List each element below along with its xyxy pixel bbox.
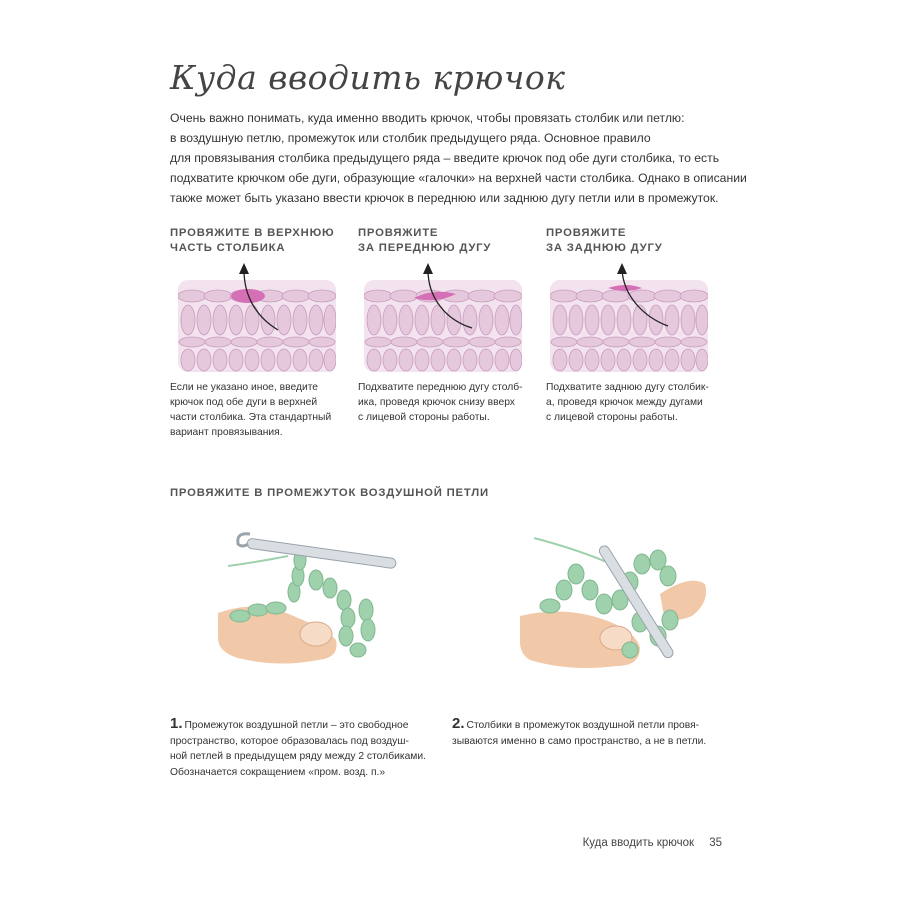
diagram-caption-top: Если не указано иное, введите крючок под обе дуги в верхней части столбика. Эта стандартный вариант провязывания.: [170, 382, 332, 438]
step-1: 1. Промежуток воздушной петли – это свободное пространство, которое образовалась под воздуш- ной петлей в предыдущем ряду между 2 столбиками. Обозначается сокращением «пром. возд. п.»: [170, 715, 426, 778]
step-number: 1.: [170, 715, 183, 732]
page-footer: [583, 837, 722, 849]
diagram-caption-front-loop: Подхватите переднюю дугу столб- ика, проведя крючок снизу вверх с лицевой стороны работы.: [358, 382, 523, 423]
diagram-caption-back-loop: Подхватите заднюю дугу столбик- а, проведя крючок между дугами с лицевой стороны работы.: [546, 382, 709, 423]
page-title: Куда вводить крючок: [170, 58, 566, 97]
stitch-diagram-back-loop: [550, 258, 708, 376]
photo-chain-space-step1: [218, 518, 428, 678]
stitch-rows: [364, 280, 522, 372]
section-label-chain-space: ПРОВЯЖИТЕ В ПРОМЕЖУТОК ВОЗДУШНОЙ ПЕТЛИ: [170, 487, 489, 499]
intro-line: также может быть указано ввести крючок в переднюю или заднюю дугу петли или в промежуток.: [170, 191, 719, 205]
intro-line: Очень важно понимать, куда именно вводить крючок, чтобы провязать столбик или петлю:: [170, 111, 685, 125]
stitch-diagram-front-loop: [364, 258, 522, 376]
footer-title: Куда вводить крючок: [582, 837, 694, 849]
stitch-rows: [178, 280, 336, 372]
stitch-diagram-top: [178, 258, 336, 376]
intro-line: в воздушную петлю, промежуток или столбик предыдущего ряда. Основное правило: [170, 131, 651, 145]
photo-chain-space-step2: [520, 524, 720, 684]
diagram-label-back-loop: ПРОВЯЖИТЕ ЗА ЗАДНЮЮ ДУГУ: [546, 227, 663, 254]
step-number: 2.: [452, 715, 465, 732]
step-2: 2. Столбики в промежуток воздушной петли провя- зываются именно в само пространство, а не в петли.: [452, 715, 707, 747]
diagram-label-top-of-stitch: ПРОВЯЖИТЕ В ВЕРХНЮЮ ЧАСТЬ СТОЛБИКА: [170, 227, 335, 254]
diagram-label-front-loop: ПРОВЯЖИТЕ ЗА ПЕРЕДНЮЮ ДУГУ: [358, 227, 492, 254]
thumb-icon: [520, 581, 706, 668]
crochet-hook-icon: [238, 534, 397, 569]
intro-line: для провязывания столбика предыдущего ряда – введите крючок под обе дуги столбика, то есть: [170, 151, 720, 165]
intro-paragraph: [170, 108, 747, 208]
intro-line: подхватите крючком обе дуги, образующие «галочки» на верхней части столбика. Однако в описании: [170, 171, 747, 185]
page-number: 35: [709, 837, 722, 849]
